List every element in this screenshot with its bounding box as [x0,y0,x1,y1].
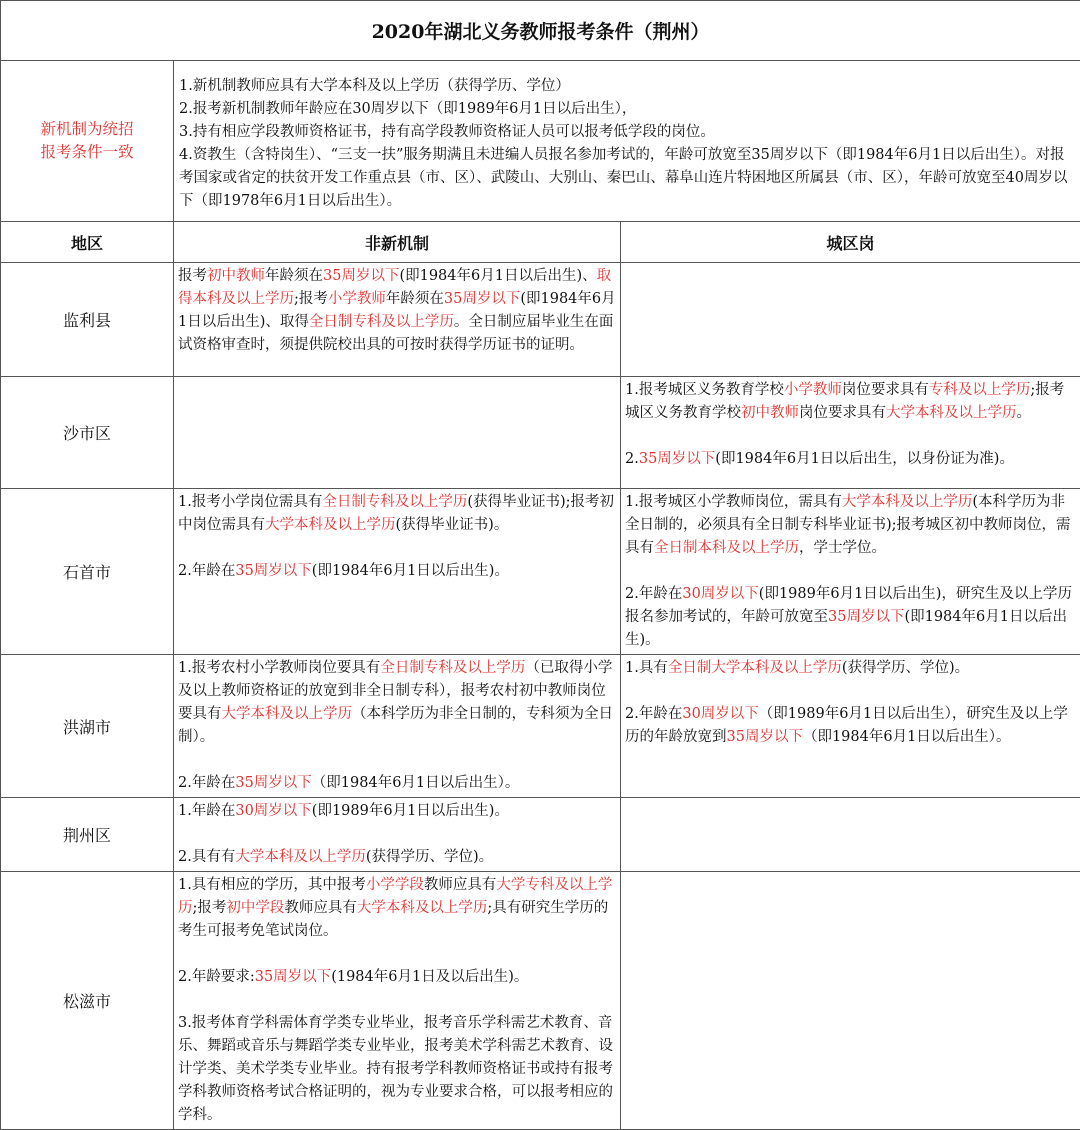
requirement-text: ;报考城区义务教育学校 [625,382,1064,421]
requirement-text: (即1989年6月1日以后出生)，研究生及以上学历报名参加考试的，年龄可放宽至 [625,586,1072,625]
requirement-text: 2.年龄在 [178,775,235,791]
requirement-text: (即1984年6月1日以后出生)。 [625,609,1067,648]
paragraph-gap [625,680,1076,703]
requirement-text: 1.年龄在 [178,803,235,819]
requirement-text: （已取得小学及以上教师资格证的放宽到非全日制专科），报考农村初中教师岗位要具有 [178,660,612,722]
non-new-mechanism-cell [174,655,621,798]
paragraph-gap [625,425,1076,448]
requirement-text: ;具有研究生学历的考生可报考免笔试岗位。 [178,900,608,939]
region-name: 监利县 [1,263,174,377]
city-post-cell [621,489,1080,655]
requirement-text: （即1984年6月1日以后出生）。 [312,775,520,791]
highlighted-text: 大学本科及以上学历 [222,706,353,722]
requirement-text: 1.具有 [625,660,668,676]
requirement-text: 3.报考体育学科需体育学类专业毕业，报考音乐学科需艺术教育、音乐、舞蹈或音乐与舞蹈学类专业毕业，报考美术学科需艺术教育、设计学类、美术学类专业毕业。持有报考学科教师资格证书或持有报考学科教师资格考试合格证明的，视为专业要求合格，可以报考相应的学科。 [178,1015,613,1123]
highlighted-text: 取得本科及以上学历 [178,268,611,307]
highlighted-text: 30周岁以下 [235,803,311,819]
requirement-paragraph [178,966,616,989]
highlighted-text: 30周岁以下 [682,586,758,602]
highlighted-text: 专科及以上学历 [929,382,1031,398]
requirement-text: 2.年龄要求: [178,969,255,985]
highlighted-text: 35周岁以下 [255,969,331,985]
highlighted-text: 35周岁以下 [639,451,715,467]
requirement-text: ;报考 [294,291,328,307]
requirement-text: (即1989年6月1日以后出生)。 [312,803,509,819]
requirement-text: 1.具有相应的学历，其中报考 [178,877,366,893]
requirement-paragraph [625,583,1076,652]
city-post-cell [621,377,1080,489]
region-row [1,655,1080,798]
highlighted-text: 30周岁以下 [682,706,758,722]
intro-line: 2.报考新机制教师年龄应在30周岁以下（即1989年6月1日以后出生）， [179,98,1076,121]
requirement-text: (1984年6月1日及以后出生)。 [331,969,528,985]
non-new-mechanism-cell [174,489,621,655]
requirement-paragraph [625,657,1076,680]
intro-label-line: 新机制为统招 [1,118,173,141]
intro-text [174,61,1080,222]
requirement-text: (获得毕业证书);报考初中岗位需具有 [178,494,614,533]
paragraph-gap [178,537,616,560]
requirement-paragraph [178,560,616,583]
requirement-text: (即1984年6月1日以后出生)、 [399,268,596,284]
header-non-new-mechanism: 非新机制 [174,222,621,263]
requirement-text: 。 [1017,405,1032,421]
highlighted-text: 35周岁以下 [828,609,904,625]
highlighted-text: 35周岁以下 [727,729,803,745]
city-post-cell [621,263,1080,377]
region-row [1,798,1080,872]
requirement-text: 岗位要求具有 [842,382,929,398]
highlighted-text: 小学教师 [328,291,386,307]
highlighted-text: 初中教师 [741,405,799,421]
requirement-text: 岗位要求具有 [799,405,886,421]
region-name: 沙市区 [1,377,174,489]
region-row [1,263,1080,377]
title-row [1,1,1080,61]
requirement-text: 。全日制应届毕业生在面试资格审查时，须提供院校出具的可按时获得学历证书的证明。 [178,314,613,353]
city-post-cell [621,872,1080,1130]
intro-line: 4.资教生（含特岗生）、“三支一扶”服务期满且未进编人员报名参加考试的，年龄可放宽至35周岁以下（即1984年6月1日以后出生）。对报考国家或省定的扶贫开发工作重点县（市、区）、武陵山、大别山、秦巴山、幕阜山连片特困地区所属县（市、区），年龄可放宽至40周岁以下（即1978年6月1日以后出生）。 [179,144,1076,213]
requirement-text: (获得学历、学位)。 [366,849,493,865]
highlighted-text: 大学本科及以上学历 [265,517,396,533]
header-city-post: 城区岗 [621,222,1080,263]
requirement-text: 教师应具有 [424,877,497,893]
requirement-paragraph [178,657,616,749]
requirement-text: 2.年龄在 [625,706,682,722]
intro-row [1,61,1080,222]
highlighted-text: 小学教师 [784,382,842,398]
region-rows [1,263,1080,1130]
requirement-paragraph [625,448,1076,471]
intro-line: 3.持有相应学段教师资格证书，持有高学段教师资格证人员可以报考低学段的岗位。 [179,121,1076,144]
requirement-paragraph [178,491,616,537]
requirement-text: 年龄须在 [265,268,323,284]
requirement-text: 报考 [178,268,207,284]
requirement-paragraph [178,800,616,823]
highlighted-text: 全日制本科及以上学历 [654,540,799,556]
highlighted-text: 35周岁以下 [235,775,311,791]
requirement-paragraph [625,379,1076,425]
requirement-text: ;报考 [193,900,227,916]
highlighted-text: 全日制专科及以上学历 [380,660,525,676]
region-name: 荆州区 [1,798,174,872]
requirement-text: (即1984年6月1日以后出生)。 [312,563,509,579]
region-name: 石首市 [1,489,174,655]
requirement-text: (本科学历为非全日制的，必须具有全日制专科毕业证书);报考城区初中教师岗位，需具有 [625,494,1071,556]
requirement-text: （即1984年6月1日以后出生）。 [803,729,1011,745]
requirement-paragraph [178,265,616,357]
highlighted-text: 全日制大学本科及以上学历 [668,660,842,676]
highlighted-text: 大学本科及以上学历 [235,849,366,865]
requirement-text: 1.报考农村小学教师岗位要具有 [178,660,380,676]
highlighted-text: 初中教师 [207,268,265,284]
paragraph-gap [178,943,616,966]
highlighted-text: 全日制专科及以上学历 [309,314,454,330]
non-new-mechanism-cell [174,377,621,489]
paragraph-gap [625,560,1076,583]
requirement-paragraph [625,703,1076,749]
highlighted-text: 大学本科及以上学历 [357,900,488,916]
non-new-mechanism-cell [174,798,621,872]
requirement-paragraph [178,846,616,869]
header-region: 地区 [1,222,174,263]
requirement-text: 1.报考小学岗位需具有 [178,494,322,510]
region-name: 松滋市 [1,872,174,1130]
region-row [1,377,1080,489]
region-row [1,872,1080,1130]
intro-label-line: 报考条件一致 [1,141,173,164]
intro-line: 1.新机制教师应具有大学本科及以上学历（获得学历、学位） [179,75,1076,98]
requirement-text: 2.年龄在 [178,563,235,579]
requirement-text: 1.报考城区义务教育学校 [625,382,784,398]
requirement-text: 2. [625,451,639,467]
non-new-mechanism-cell [174,263,621,377]
highlighted-text: 35周岁以下 [444,291,520,307]
requirement-text: （本科学历为非全日制的，专科须为全日制）。 [178,706,613,745]
requirement-text: 年龄须在 [386,291,444,307]
page-title: 2020年湖北义务教师报考条件（荆州） [1,1,1080,61]
highlighted-text: 小学学段 [366,877,424,893]
highlighted-text: 大学本科及以上学历 [886,405,1017,421]
paragraph-gap [178,749,616,772]
requirement-text: (即1984年6月1日以后出生)、取得 [178,291,616,330]
requirement-paragraph [625,491,1076,560]
city-post-cell [621,798,1080,872]
requirement-text: 教师应具有 [284,900,357,916]
requirement-text: ，学士学位。 [799,540,886,556]
highlighted-text: 全日制专科及以上学历 [322,494,467,510]
header-row [1,222,1080,263]
requirement-paragraph [178,1012,616,1127]
requirement-text: (获得学历、学位)。 [842,660,969,676]
intro-label [1,61,174,222]
highlighted-text: 大学本科及以上学历 [842,494,973,510]
highlighted-text: 大学专科及以上学历 [178,877,612,916]
non-new-mechanism-cell [174,872,621,1130]
requirement-text: 1.报考城区小学教师岗位，需具有 [625,494,842,510]
requirement-paragraph [178,772,616,795]
requirement-paragraph [178,874,616,943]
requirement-text: 2.年龄在 [625,586,682,602]
requirement-text: (即1984年6月1日以后出生，以身份证为准)。 [715,451,1014,467]
paragraph-gap [178,989,616,1012]
city-post-cell [621,655,1080,798]
paragraph-gap [178,823,616,846]
highlighted-text: 初中学段 [226,900,284,916]
highlighted-text: 35周岁以下 [235,563,311,579]
region-name: 洪湖市 [1,655,174,798]
requirement-text: 2.具有有 [178,849,235,865]
highlighted-text: 35周岁以下 [323,268,399,284]
region-row [1,489,1080,655]
requirement-text: （即1989年6月1日以后出生），研究生及以上学历的年龄放宽到 [625,706,1068,745]
requirement-text: (获得毕业证书)。 [396,517,509,533]
